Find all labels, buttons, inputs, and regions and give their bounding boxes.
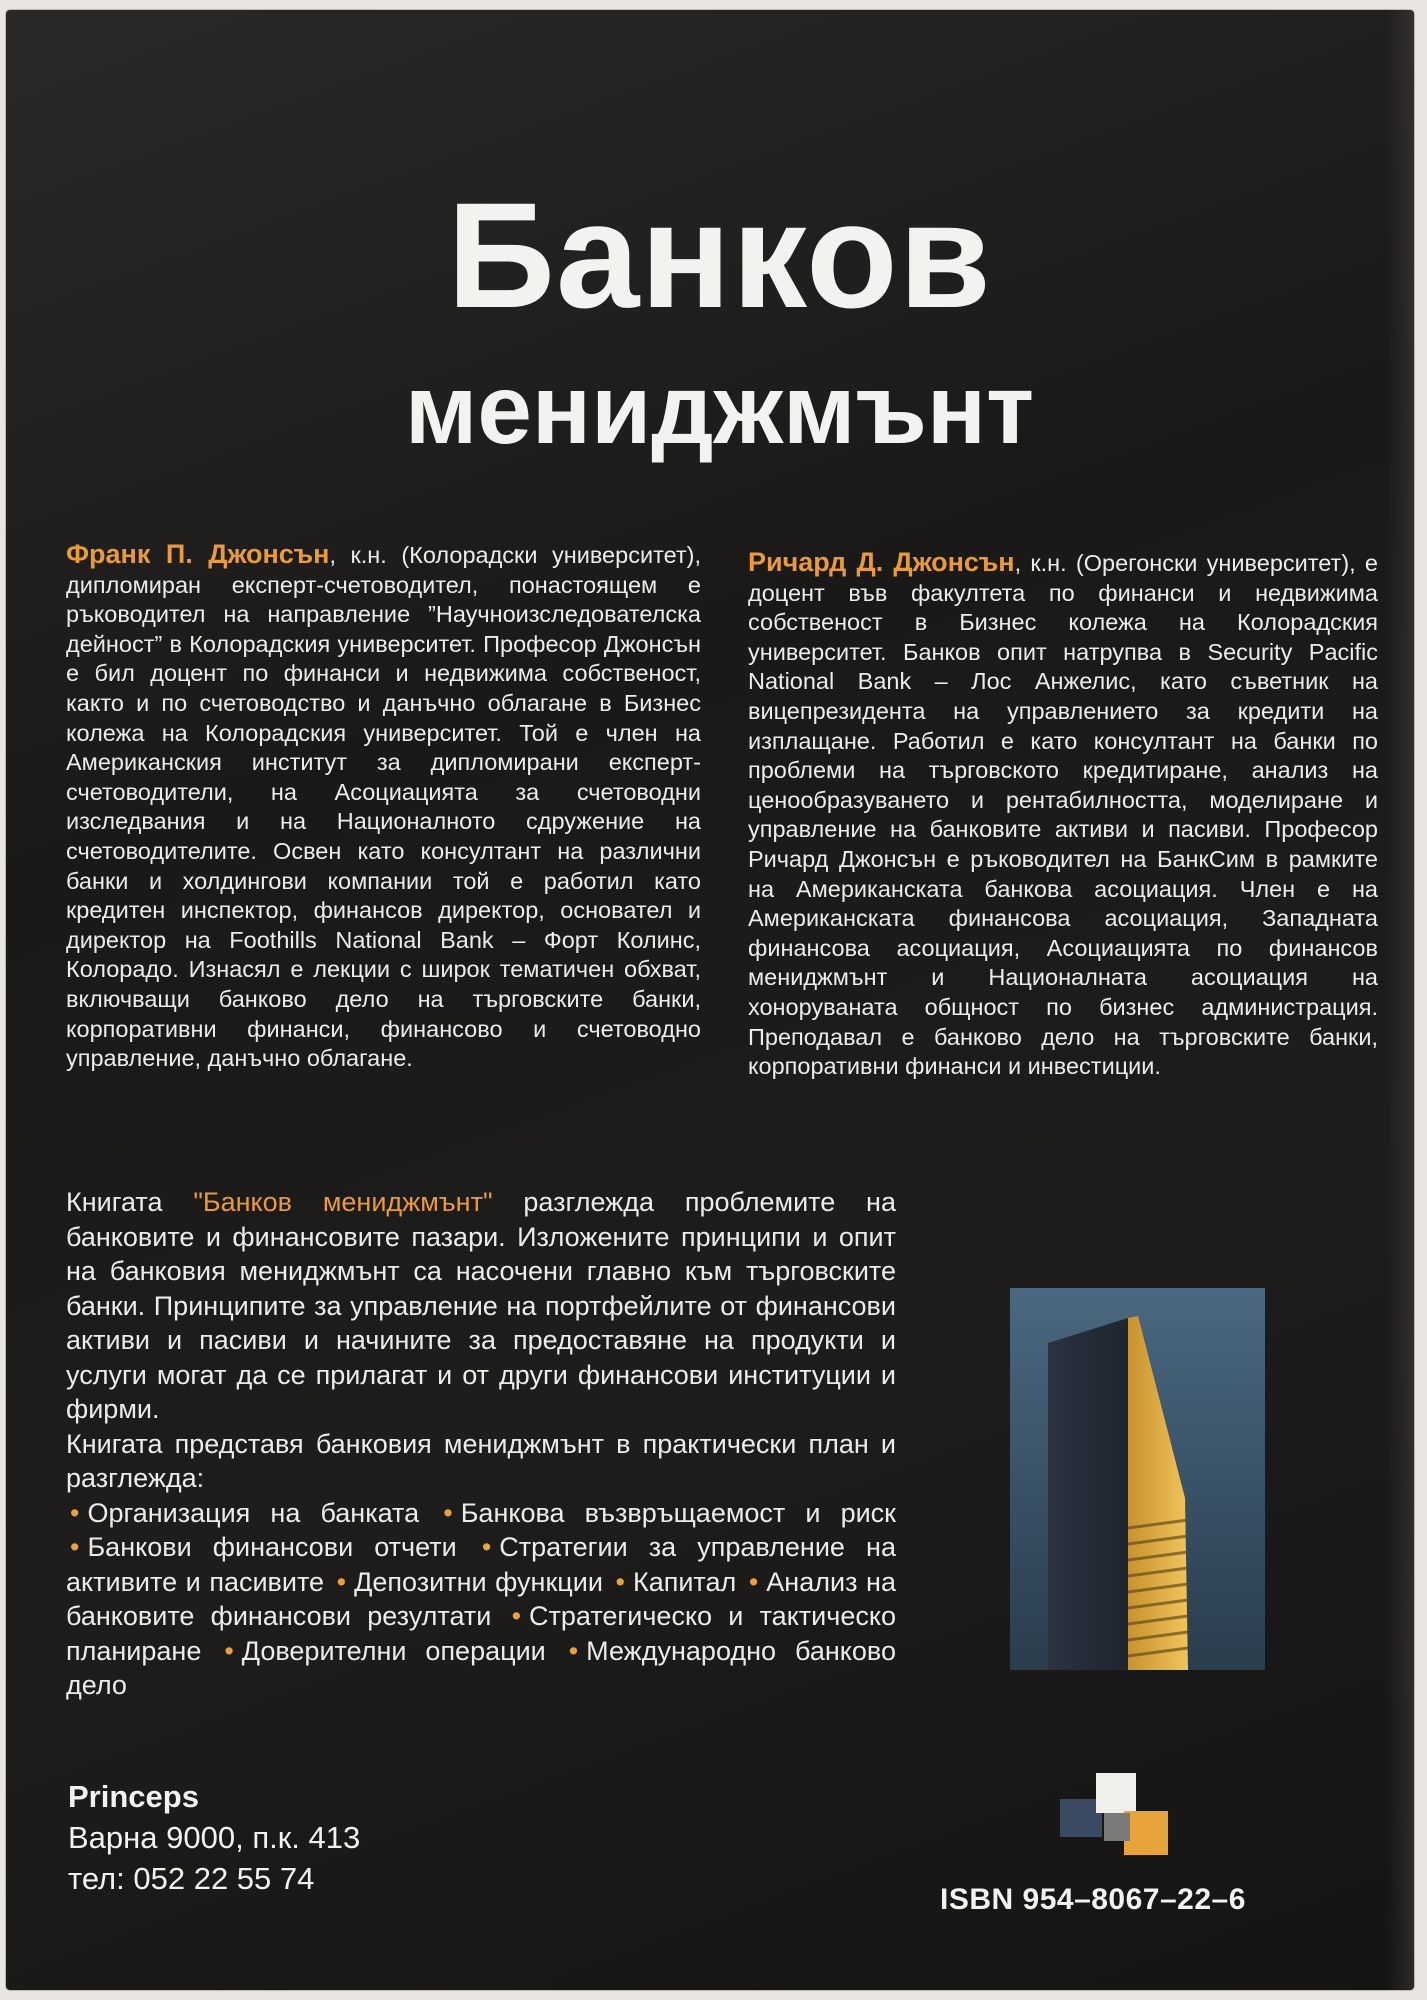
topic-item: Депозитни функции — [354, 1566, 603, 1597]
isbn: ISBN 954–8067–22–6 — [940, 1883, 1246, 1916]
publisher-phone: тел: 052 22 55 74 — [68, 1861, 315, 1896]
bullet-icon: • — [481, 1532, 492, 1562]
book-title-quote: "Банков мениджмънт" — [193, 1187, 493, 1217]
topic-item: Доверителни операции — [241, 1635, 546, 1666]
bullet-icon: • — [224, 1635, 234, 1666]
topic-item: Банкова възвръщаемост и риск — [460, 1497, 896, 1528]
bullet-icon: • — [443, 1497, 453, 1528]
skyscraper-illustration — [1010, 1288, 1265, 1670]
author-2-bio-text: , к.н. (Орегонски университет), е доцент във факултета по финанси и недвижима собственост в Бизнес колежа на Колорадския университет. Банков опит натрупва в Security Pacific National Bank – Лос Анжелис, като съветник на вицепрезидента на управлението за кредити на изплащане. Работил е като консултант на банки по проблеми на търговското кредитиране, анализ на ценообразуването и рентабилността, моделиране и управление на банковите активи и пасиви. Професор Ричард Джонсън е ръководител на БанкСим в рамките на Американската банкова асоциация. Член е на Американската финансова асоциация, Западната финансова асоциация, Асоциацията по финансов мениджмънт и Националната асоциация на хоноруваната общност по бизнес администрация. Преподавал е банково дело на търговските банки, корпоративни финанси и инвестиции. — [748, 550, 1378, 1080]
book-description — [66, 1185, 896, 1703]
skyscraper-photo — [1010, 1288, 1265, 1670]
description-paragraph-1 — [66, 1185, 896, 1427]
topic-item: Анализ на банковите финансови резултати — [66, 1566, 896, 1631]
bullet-icon: • — [70, 1497, 80, 1528]
bullet-icon: • — [70, 1532, 80, 1562]
bullet-icon: • — [511, 1601, 522, 1631]
publisher-info — [68, 1776, 360, 1899]
topic-item: Стратегии за управление на активите и пасивите — [66, 1532, 896, 1597]
author-1-bio — [66, 540, 701, 1074]
description-body: разглежда проблемите на банковите и финансовите пазари. Изложените принципи и опит на банковия мениджмънт са насочени главно към търговските банки. Принципите за управление на портфейлите от финансови активи и пасиви и начините за предоставяне на продукти и услуги могат да се прилагат и от други финансови институции и фирми. — [66, 1187, 896, 1424]
description-intro: Книгата — [66, 1187, 194, 1217]
topic-item: Капитал — [632, 1566, 737, 1597]
author-1-name: Франк П. Джонсън — [66, 539, 330, 569]
description-paragraph-2: Книгата представя банковия мениджмънт в практически план и разглежда: — [66, 1428, 896, 1493]
topic-item: Организация на банката — [87, 1497, 420, 1528]
publisher-name: Princeps — [68, 1779, 199, 1814]
author-1-bio-text: , к.н. (Колорадски университет), дипломиран експерт-счетоводител, понастоящем е ръководител на направление ”Научноизследователска дейност” в Колорадския университет. Професор Джонсън е бил доцент по финанси и недвижима собственост, както и по счетоводство и данъчно облагане в Бизнес колежа на Колорадския университет. Той е член на Американския институт за дипломирани експерт-счетоводители, на Асоциацията за счетоводни изследвания и на Националното сдружение на счетоводителите. Освен като консултант на различни банки и холдингови компании той е работил като кредитен инспектор, финансов директор, основател и директор на Foothills National Bank – Форт Колинс, Колорадо. Изнасял е лекции с широк тематичен обхват, включващи банково дело на търговските банки, корпоративни финанси, финансово и счетоводно управление, данъчно облагане. — [66, 542, 701, 1072]
topic-item: Банкови финансови отчети — [87, 1532, 457, 1562]
bullet-icon: • — [568, 1635, 579, 1666]
book-back-cover — [6, 10, 1414, 1990]
topic-item: Международно банково дело — [66, 1635, 896, 1700]
title-line-1: Банков — [447, 171, 992, 339]
bullet-icon: • — [615, 1566, 625, 1597]
author-2-name: Ричард Д. Джонсън — [748, 547, 1015, 577]
bullet-icon: • — [336, 1566, 347, 1597]
topic-item: Стратегическо и тактическо планиране — [66, 1601, 896, 1666]
bullet-icon: • — [748, 1566, 759, 1597]
publisher-logo — [1060, 1773, 1180, 1863]
topic-list — [66, 1496, 896, 1703]
title-line-2: мениджмънт — [404, 354, 1035, 464]
author-2-bio — [748, 548, 1378, 1082]
publisher-address: Варна 9000, п.к. 413 — [68, 1820, 361, 1855]
